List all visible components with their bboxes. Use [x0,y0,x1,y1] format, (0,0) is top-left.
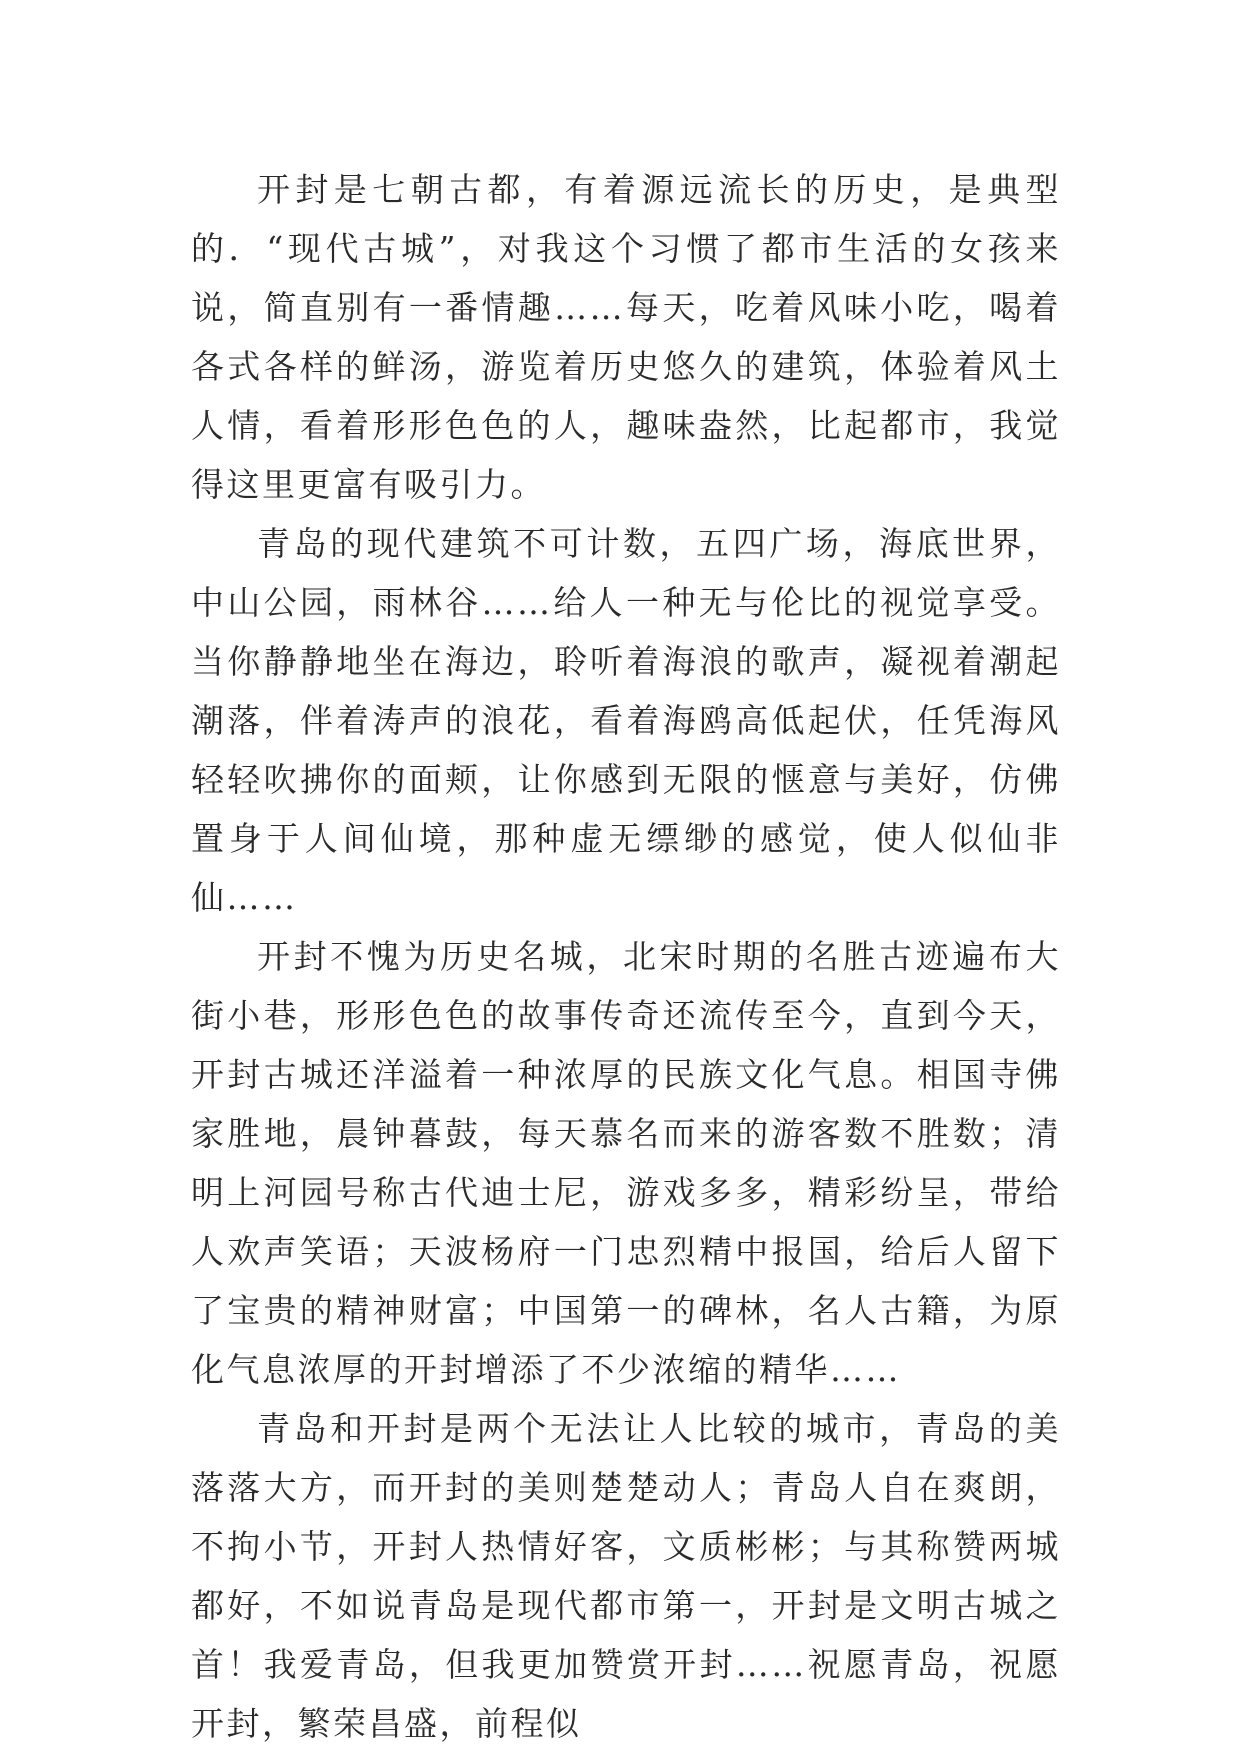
paragraph-kaifeng-historic-city: 开封不愧为历史名城，北宋时期的名胜古迹遍布大街小巷，形形色色的故事传奇还流传至今，直到今天，开封古城还洋溢着一种浓厚的民族文化气息。相国寺佛家胜地，晨钟暮鼓，每天慕名而来的游客数不胜数；清明上河园号称古代迪士尼，游戏多多，精彩纷呈，带给人欢声笑语；天波杨府一门忠烈精中报国，给后人留下了宝贵的精神财富；中国第一的碑林，名人古籍，为原化气息浓厚的开封增添了不少浓缩的精华…… [191,937,1061,1389]
paragraph-kaifeng-ancient-capital: 开封是七朝古都，有着源远流长的历史，是典型的．“现代古城”，对我这个习惯了都市生活的女孩来说，简直别有一番情趣……每天，吃着风味小吃，喝着各式各样的鲜汤，游览着历史悠久的建筑，体验着风土人情，看着形形色色的人，趣味盎然，比起都市，我觉得这里更富有吸引力。 [191,170,1061,504]
document-body [191,160,1061,1753]
paragraph-comparison: 青岛和开封是两个无法让人比较的城市，青岛的美落落大方，而开封的美则楚楚动人；青岛人自在爽朗，不拘小节，开封人热情好客，文质彬彬；与其称赞两城都好，不如说青岛是现代都市第一，开封是文明古城之首！我爱青岛，但我更加赞赏开封……祝愿青岛，祝愿开封，繁荣昌盛，前程似 [191,1409,1061,1743]
paragraph-qingdao-modern-architecture: 青岛的现代建筑不可计数，五四广场，海底世界，中山公园，雨林谷……给人一种无与伦比的视觉享受。当你静静地坐在海边，聆听着海浪的歌声，凝视着潮起潮落，伴着涛声的浪花，看着海鸥高低起伏，任凭海风轻轻吹拂你的面颊，让你感到无限的惬意与美好，仿佛置身于人间仙境，那种虚无缥缈的感觉，使人似仙非仙…… [191,524,1061,917]
